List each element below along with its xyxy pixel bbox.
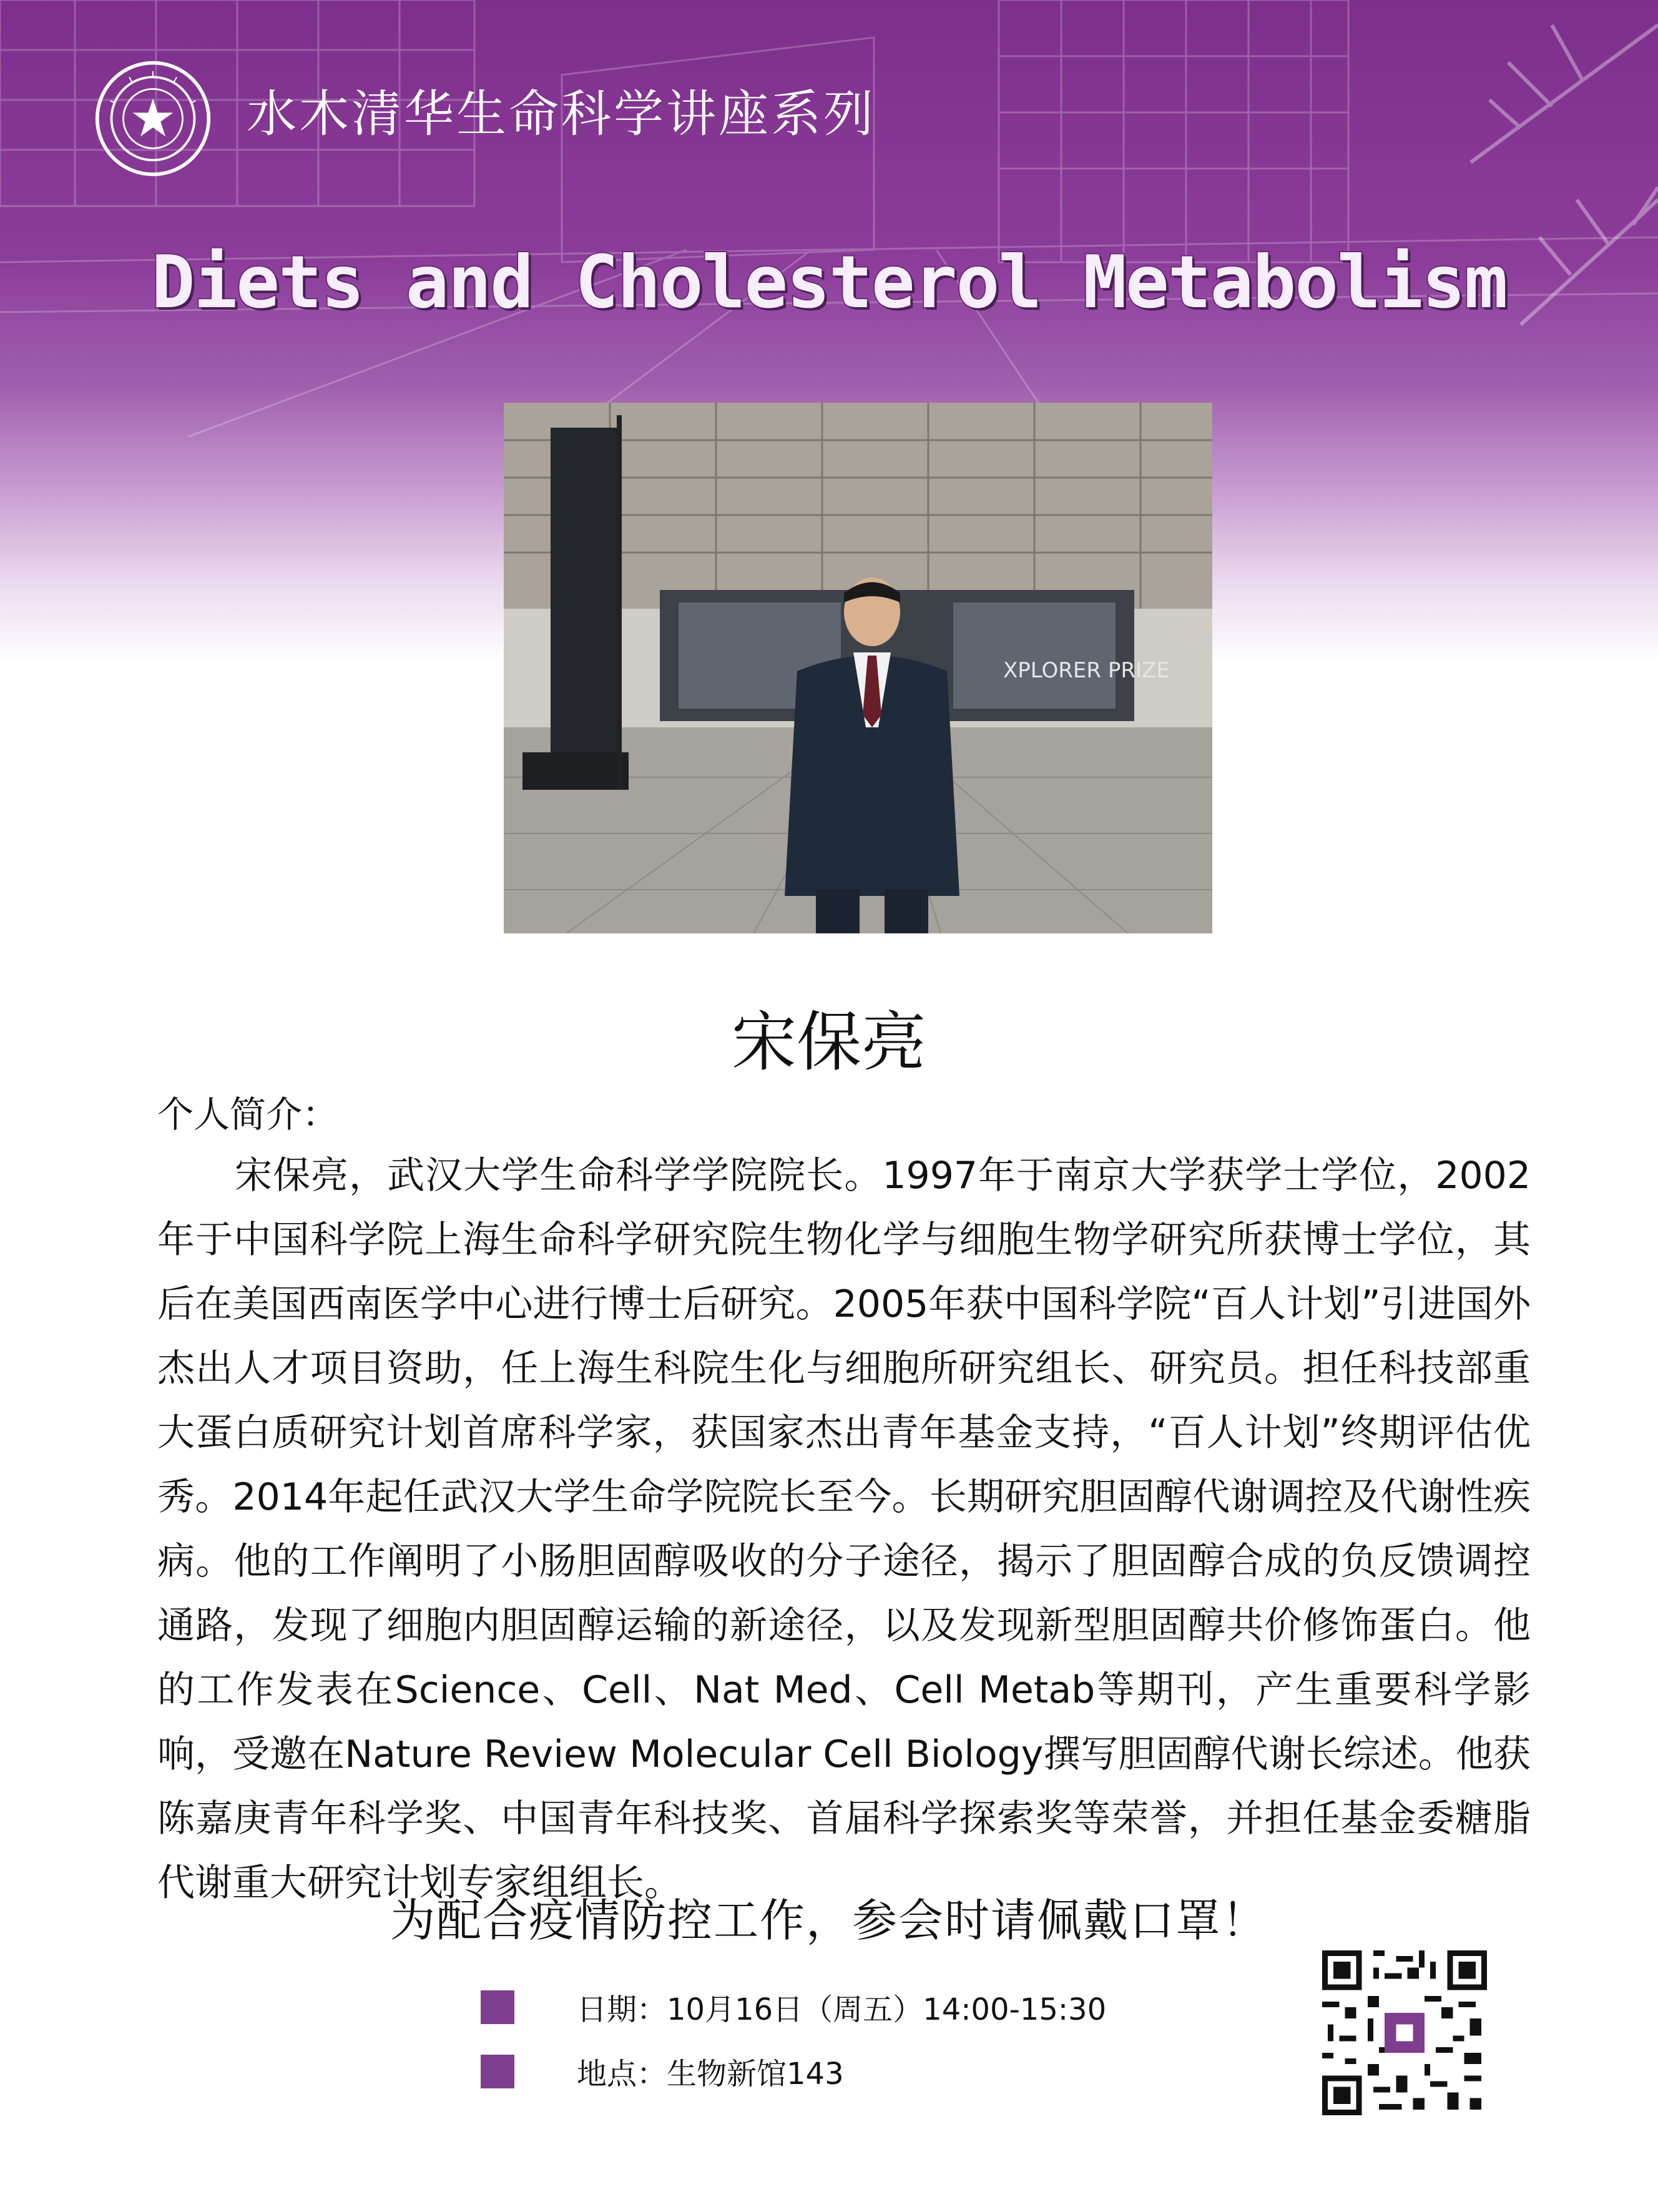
square-bullet-icon [481, 2055, 514, 2088]
bio-heading: 个人简介： [157, 1093, 339, 1136]
tsinghua-seal-icon [94, 59, 212, 178]
speaker-name: 宋保亮 [731, 1004, 926, 1080]
place-text: 地点：生物新馆143 [577, 2057, 844, 2092]
lecture-series-title: 水木清华生命科学讲座系列 [247, 85, 876, 143]
banner-text: XPLORER PRIZE [1003, 658, 1170, 683]
place-row [481, 2050, 844, 2093]
square-bullet-icon [481, 1990, 514, 2024]
qr-code-icon [1322, 1950, 1487, 2115]
talk-title: Diets and Cholesterol Metabolism [151, 240, 1507, 325]
speaker-photo [504, 403, 1212, 933]
date-row [481, 1985, 1106, 2028]
pine-branches-decoration [1396, 0, 1658, 425]
bio-text: 宋保亮，武汉大学生命科学学院院长。1997年于南京大学获学士学位，2002年于中国科学院上海生命科学研究院生物化学与细胞生物学研究所获博士学位，其后在美国西南医学中心进行博士后研究。2005年获中国科学院“百人计划”引进国外杰出人才项目资助，任上海生科院生化与细胞所研究组长、研究员。担任科技部重大蛋白质研究计划首席科学家，获国家杰出青年基金支持，“百人计划”终期评估优秀。2014年起任武汉大学生命学院院长至今。长期研究胆固醇代谢调控及代谢性疾病。他的工作阐明了小肠胆固醇吸收的分子途径，揭示了胆固醇合成的负反馈调控通路，发现了细胞内胆固醇运输的新途径，以及发现新型胆固醇共价修饰蛋白。他的工作发表在Science、Cell、Nat Med、Cell Metab等期刊，产生重要科学影响，受邀在Nature Review Molecular Cell Biology撰写胆固醇代谢长综述。他获陈嘉庚青年科学奖、中国青年科技奖、首届科学探索奖等荣誉，并担任基金委糖脂代谢重大研究计划专家组组长。 [157, 1154, 1531, 1905]
speaker-photo-illustration [504, 403, 1212, 933]
date-text: 日期：10月16日（周五）14:00-15:30 [577, 1992, 1107, 2027]
mask-notice: 为配合疫情防控工作，参会时请佩戴口罩！ [390, 1894, 1268, 1947]
